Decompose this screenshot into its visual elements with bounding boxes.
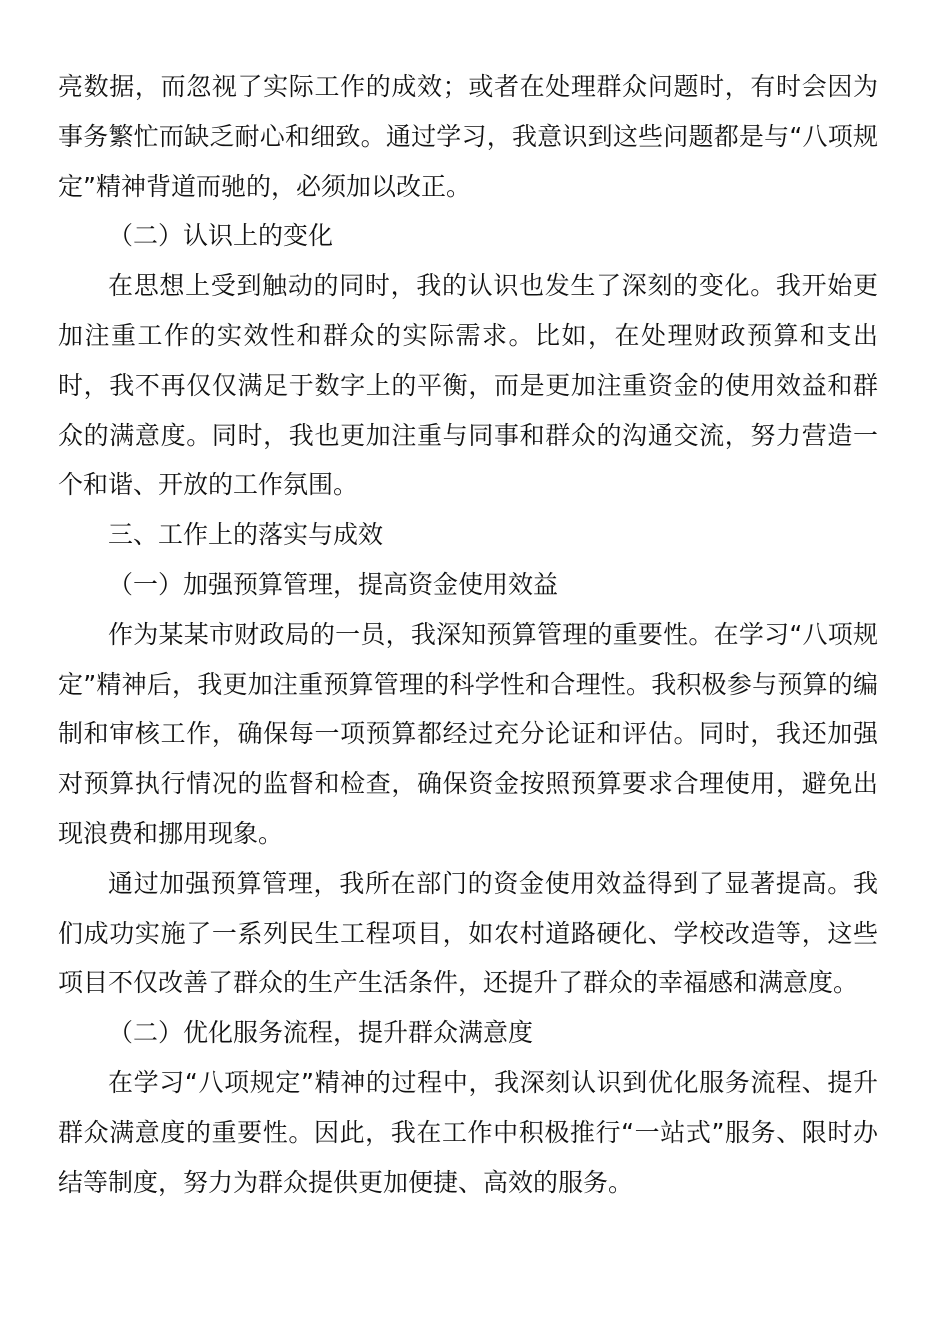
section-heading-service-process: （二）优化服务流程，提升群众满意度 — [108, 1018, 534, 1048]
section-heading-work-results: 三、工作上的落实与成效 — [108, 520, 384, 550]
paragraph-service-process: 在学习“八项规定”精神的过程中，我深刻认识到优化服务流程、提升群众满意度的重要性。因此，我在工作中积极推行“一站式”服务、限时办结等制度，努力为群众提供更加便捷、高效的服务。 — [58, 1067, 878, 1197]
paragraph-continued: 亮数据，而忽视了实际工作的成效；或者在处理群众问题时，有时会因为事务繁忙而缺乏耐心和细致。通过学习，我意识到这些问题都是与“八项规定”精神背道而驰的，必须加以改正。 — [58, 72, 878, 201]
document-page — [58, 62, 878, 1207]
section-heading-cognition-change: （二）认识上的变化 — [108, 221, 334, 251]
section-heading-budget-management: （一）加强预算管理，提高资金使用效益 — [108, 569, 559, 599]
paragraph-cognition: 在思想上受到触动的同时，我的认识也发生了深刻的变化。我开始更加注重工作的实效性和群众的实际需求。比如，在处理财政预算和支出时，我不再仅仅满足于数字上的平衡，而是更加注重资金的使用效益和群众的满意度。同时，我也更加注重与同事和群众的沟通交流，努力营造一个和谐、开放的工作氛围。 — [58, 271, 878, 500]
paragraph-budget-management: 作为某某市财政局的一员，我深知预算管理的重要性。在学习“八项规定”精神后，我更加注重预算管理的科学性和合理性。我积极参与预算的编制和审核工作，确保每一项预算都经过充分论证和评估。同时，我还加强对预算执行情况的监督和检查，确保资金按照预算要求合理使用，避免出现浪费和挪用现象。 — [58, 619, 878, 848]
paragraph-budget-results: 通过加强预算管理，我所在部门的资金使用效益得到了显著提高。我们成功实施了一系列民生工程项目，如农村道路硬化、学校改造等，这些项目不仅改善了群众的生产生活条件，还提升了群众的幸福感和满意度。 — [58, 868, 878, 998]
